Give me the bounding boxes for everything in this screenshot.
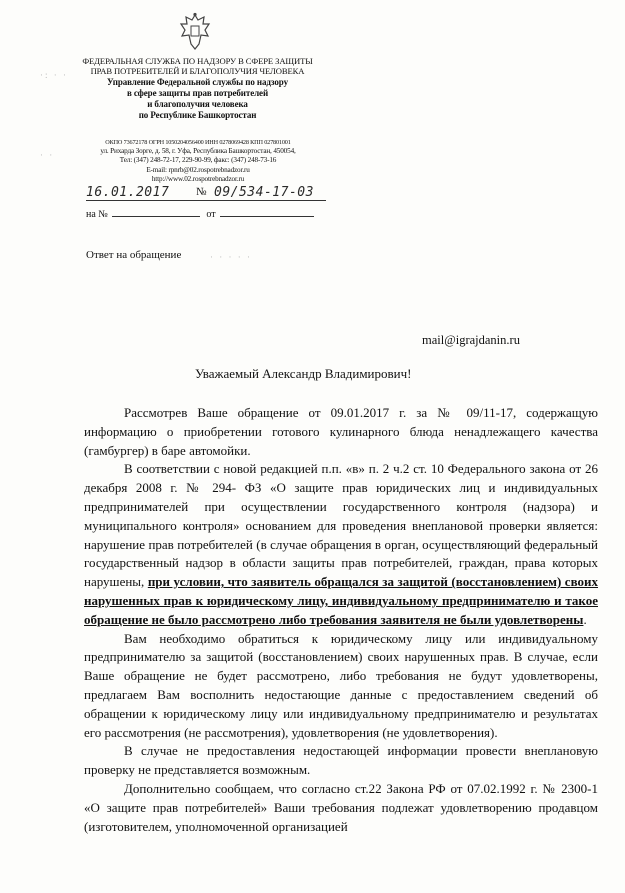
paragraph-2-end: . <box>583 611 587 627</box>
org-email: E-mail: rpnrb@02.rospotrebnadzor.ru <box>146 165 250 174</box>
requisites-block <box>68 139 328 185</box>
handwritten-number: 09/534-17-03 <box>214 185 314 200</box>
dept-line-1: Управление Федеральной службы по надзору <box>107 76 288 87</box>
org-site: http://www.02.rospotrebnadzor.ru <box>151 175 245 184</box>
scan-noise: · · <box>40 150 55 160</box>
org-line-1: ФЕДЕРАЛЬНАЯ СЛУЖБА ПО НАДЗОРУ В СФЕРЕ ЗАЩИТЫ <box>82 56 313 66</box>
org-address: ул. Рихарда Зорге, д. 58, г. Уфа, Республика Башкортостан, 450054, <box>100 147 296 155</box>
letter-body <box>84 404 598 836</box>
org-phone: Тел: (347) 248-72-17, 229-90-99, факс: (347) 248-73-16 <box>119 156 277 165</box>
dept-line-2: в сфере защиты прав потребителей <box>126 87 269 98</box>
ot-label: от <box>206 209 216 220</box>
handwritten-date: 16.01.2017 <box>86 185 170 200</box>
scan-noise: · · · · · <box>210 252 252 262</box>
organization-header <box>60 56 335 121</box>
coat-of-arms-emblem <box>178 12 212 52</box>
paragraph-1: Рассмотрев Ваше обращение от 09.01.2017 г. за № 09/11-17, содержащую информацию о приобретении готового кулинарного блюда ненадлежащего качества (гамбургер) в баре автомойки. <box>84 405 598 458</box>
dept-line-4: по Республике Башкортостан <box>138 109 257 120</box>
paragraph-5: Дополнительно сообщаем, что согласно ст.22 Закона РФ от 07.02.1992 г. № 2300-1 «О защите прав потребителей» Ваши требования подлежат удовлетворению продавцом (изготовителем, уполномоченной организацией <box>84 780 598 834</box>
paragraph-2-text: В соответствии с новой редакцией п.п. «в» п. 2 ч.2 ст. 10 Федерального закона от 26 декабря 2008 г. № 294- ФЗ «О защите прав юридических лиц и индивидуальных предпринимателей при осуществлении государственного контроля (надзора) и муниципального контроля» основанием для проведения внеплановой проверки является: нарушение прав потребителей (в случае обращения в орган, осуществляющий федеральный государственный надзор в области защиты прав потребителей, граждан, права которых нарушены, <box>84 461 598 590</box>
ot-blank <box>220 208 314 217</box>
paragraph-3: Вам необходимо обратиться к юридическому лицу или индивидуальному предпринимателю за защитой (восстановлением) своих нарушенных прав. В случае, если Ваше обращение не будет рассмотрено, либо требования не будут удовлетворены, предлагаем Вам восполнить недостающие данные с предоставлением сведений об обращении к юридическому лицу или индивидуальному предпринимателю и результатах его рассмотрения (не рассмотрения), удовлетворения (не удовлетворения). <box>84 630 598 740</box>
paragraph-2 <box>84 460 598 629</box>
scan-noise: ·: · · <box>40 70 68 80</box>
org-line-2: ПРАВ ПОТРЕБИТЕЛЕЙ И БЛАГОПОЛУЧИЯ ЧЕЛОВЕКА <box>90 66 305 77</box>
dept-line-3: и благополучия человека <box>147 98 248 109</box>
org-codes: ОКПО 73672178 ОГРН 1050204056400 ИНН 0278069428 КПП 027801001 <box>105 139 291 146</box>
na-blank <box>112 208 200 217</box>
greeting: Уважаемый Александр Владимирович! <box>195 366 412 381</box>
recipient-email: mail@igrajdanin.ru <box>422 333 520 347</box>
reply-label: Ответ на обращение <box>86 249 182 261</box>
date-number-underline <box>86 200 326 201</box>
number-sign: № <box>196 186 207 198</box>
paragraph-4: В случае не предоставления недостающей информации провести внеплановую проверку не представляется возможным. <box>84 743 598 778</box>
paragraph-2-emphasis: при условии, что заявитель обращался за защитой (восстановлением) своих нарушенных прав к юридическому лицу, индивидуальному предпринимателю и такое обращение не было рассмотрено либо требования заявителя не были удовлетворены <box>84 574 599 627</box>
reference-row <box>86 208 318 220</box>
na-label: на № <box>86 209 108 220</box>
